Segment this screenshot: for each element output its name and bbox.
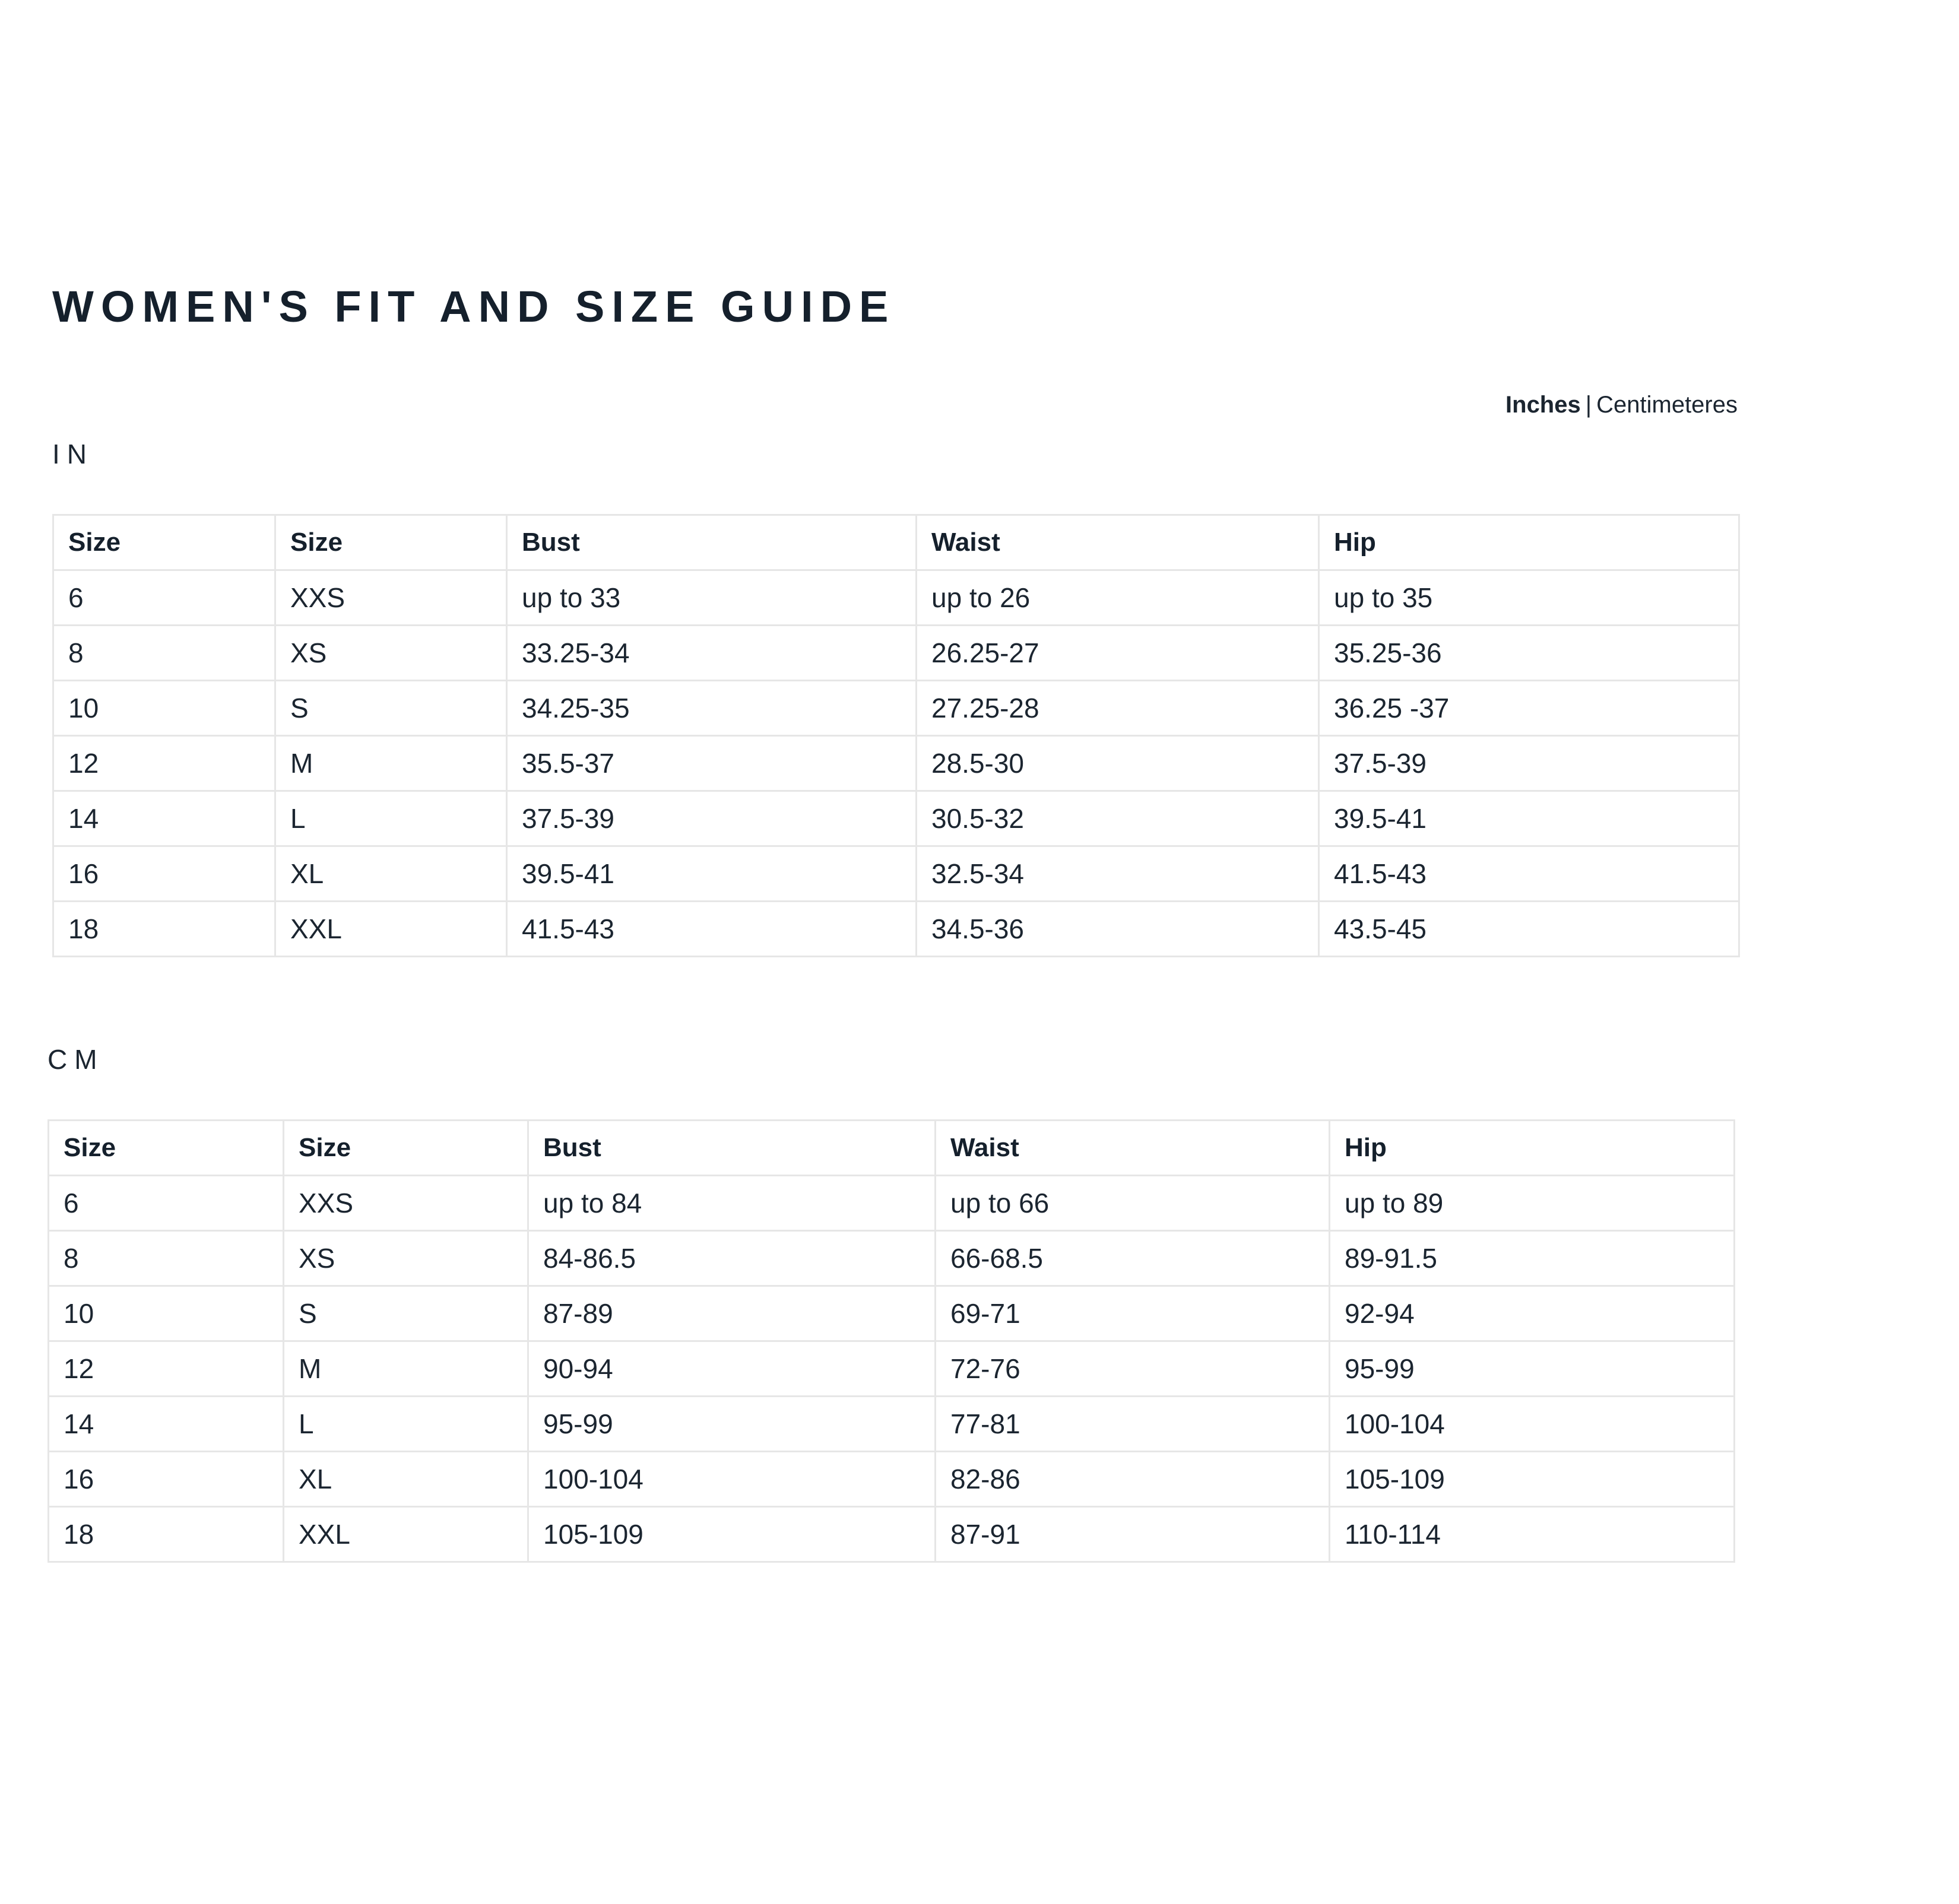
section-label-inches: IN [52,439,94,469]
table-row [53,736,1739,791]
cell-hip: 39.5-41 [1319,791,1739,846]
cell-letter-size: S [275,681,507,736]
cell-hip: 110-114 [1330,1507,1735,1562]
column-header-letter-size: Size [275,515,507,570]
page-title: WOMEN'S FIT AND SIZE GUIDE [52,282,896,331]
cell-letter-size: XL [284,1452,528,1507]
table-row [53,570,1739,626]
table-header-row [53,515,1739,570]
cell-size: 10 [53,681,275,736]
column-header-letter-size: Size [284,1121,528,1176]
table-row [49,1176,1735,1231]
cell-waist: 87-91 [936,1507,1330,1562]
cell-letter-size: XXS [284,1176,528,1231]
cell-bust: 100-104 [528,1452,936,1507]
column-header-bust: Bust [528,1121,936,1176]
cell-bust: 105-109 [528,1507,936,1562]
cell-waist: 34.5-36 [917,902,1319,957]
cell-waist: 32.5-34 [917,846,1319,902]
table-row [53,681,1739,736]
cell-size: 14 [49,1397,284,1452]
unit-option-inches[interactable]: Inches [1505,392,1581,418]
size-table-centimeters [47,1119,1735,1563]
cell-bust: 39.5-41 [507,846,917,902]
cell-letter-size: S [284,1286,528,1341]
cell-bust: 87-89 [528,1286,936,1341]
cell-hip: 92-94 [1330,1286,1735,1341]
cell-letter-size: L [275,791,507,846]
cell-size: 14 [53,791,275,846]
cell-letter-size: XS [284,1231,528,1286]
table-row [49,1286,1735,1341]
cell-waist: 27.25-28 [917,681,1319,736]
cell-bust: 37.5-39 [507,791,917,846]
section-label-centimeters: CM [47,1044,104,1075]
cell-waist: 66-68.5 [936,1231,1330,1286]
cell-letter-size: XXL [284,1507,528,1562]
cell-hip: up to 89 [1330,1176,1735,1231]
column-header-hip: Hip [1319,515,1739,570]
cell-waist: 26.25-27 [917,626,1319,681]
table-row [53,626,1739,681]
cell-hip: 105-109 [1330,1452,1735,1507]
cell-waist: 69-71 [936,1286,1330,1341]
table-row [49,1341,1735,1397]
column-header-size: Size [49,1121,284,1176]
column-header-waist: Waist [936,1121,1330,1176]
cell-hip: 41.5-43 [1319,846,1739,902]
cell-size: 12 [53,736,275,791]
cell-bust: 33.25-34 [507,626,917,681]
cell-hip: 43.5-45 [1319,902,1739,957]
cell-waist: up to 66 [936,1176,1330,1231]
cell-size: 8 [49,1231,284,1286]
unit-option-centimeters[interactable]: Centimeteres [1596,392,1738,418]
size-table-inches [52,514,1740,957]
unit-separator: | [1585,392,1592,418]
cell-bust: up to 84 [528,1176,936,1231]
cell-letter-size: L [284,1397,528,1452]
cell-waist: 82-86 [936,1452,1330,1507]
cell-waist: 72-76 [936,1341,1330,1397]
table-row [53,846,1739,902]
cell-bust: 35.5-37 [507,736,917,791]
cell-bust: 34.25-35 [507,681,917,736]
cell-waist: up to 26 [917,570,1319,626]
cell-hip: 95-99 [1330,1341,1735,1397]
cell-hip: 100-104 [1330,1397,1735,1452]
table-row [49,1231,1735,1286]
column-header-waist: Waist [917,515,1319,570]
cell-letter-size: XL [275,846,507,902]
cell-hip: 37.5-39 [1319,736,1739,791]
cell-size: 18 [53,902,275,957]
cell-hip: 35.25-36 [1319,626,1739,681]
column-header-bust: Bust [507,515,917,570]
cell-bust: 95-99 [528,1397,936,1452]
table-row [49,1452,1735,1507]
table-row [53,902,1739,957]
cell-letter-size: XS [275,626,507,681]
cell-size: 10 [49,1286,284,1341]
cell-size: 12 [49,1341,284,1397]
cell-bust: 84-86.5 [528,1231,936,1286]
cell-hip: up to 35 [1319,570,1739,626]
table-row [49,1507,1735,1562]
cell-letter-size: XXS [275,570,507,626]
cell-size: 16 [49,1452,284,1507]
cell-size: 16 [53,846,275,902]
column-header-size: Size [53,515,275,570]
cell-size: 6 [49,1176,284,1231]
cell-letter-size: XXL [275,902,507,957]
table-header-row [49,1121,1735,1176]
cell-bust: 90-94 [528,1341,936,1397]
cell-size: 8 [53,626,275,681]
table-row [53,791,1739,846]
cell-hip: 89-91.5 [1330,1231,1735,1286]
cell-waist: 28.5-30 [917,736,1319,791]
cell-letter-size: M [275,736,507,791]
cell-hip: 36.25 -37 [1319,681,1739,736]
cell-waist: 30.5-32 [917,791,1319,846]
cell-bust: 41.5-43 [507,902,917,957]
cell-bust: up to 33 [507,570,917,626]
column-header-hip: Hip [1330,1121,1735,1176]
cell-letter-size: M [284,1341,528,1397]
unit-toggle [1505,393,1738,417]
cell-size: 6 [53,570,275,626]
cell-size: 18 [49,1507,284,1562]
cell-waist: 77-81 [936,1397,1330,1452]
table-row [49,1397,1735,1452]
